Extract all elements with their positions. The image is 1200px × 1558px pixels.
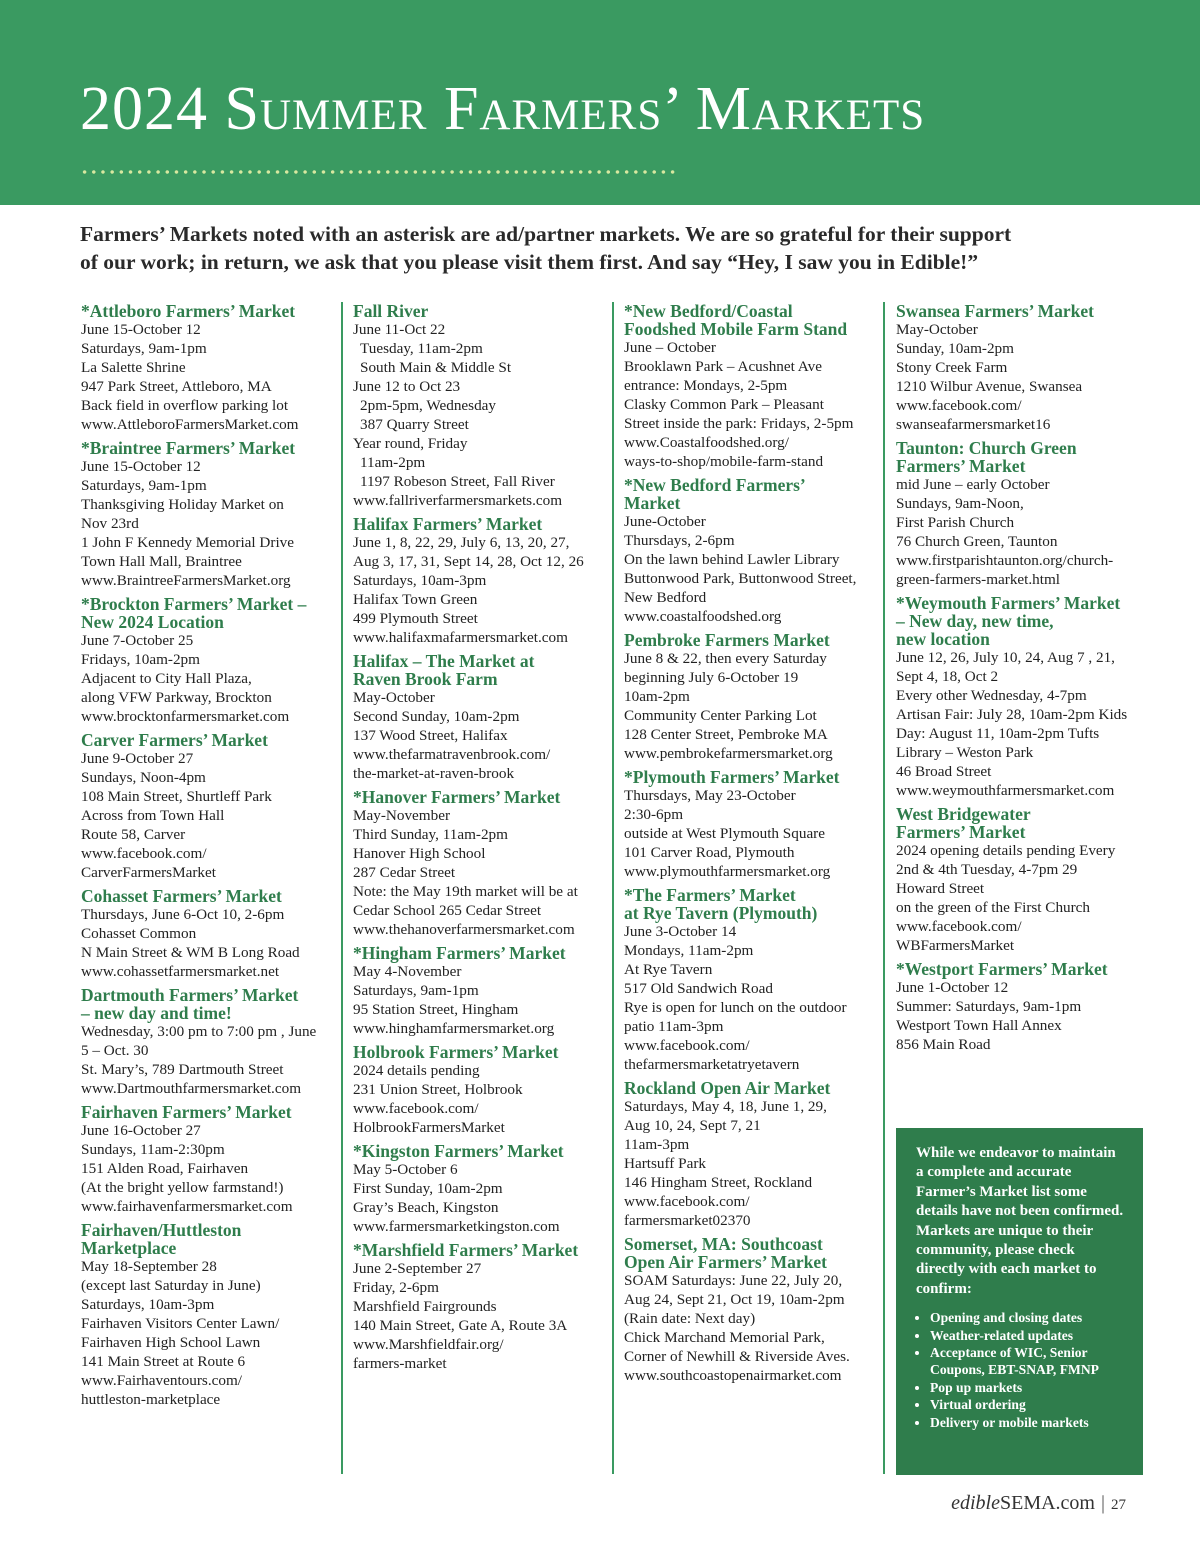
market-name (81, 595, 343, 631)
disclaimer-item: • Weather-related updates (930, 1327, 1125, 1344)
market-name-line: Rockland Open Air Market (624, 1078, 831, 1098)
market-detail: Adjacent to City Hall Plaza, (81, 670, 252, 687)
market-detail: Friday, 2-6pm (353, 1279, 439, 1296)
market-detail: www.Fairhaventours.com/ (81, 1372, 242, 1389)
market-detail: www.thefarmatravenbrook.com/ (353, 746, 551, 763)
market-name (624, 631, 880, 649)
market-entry (624, 631, 880, 763)
market-detail: Fridays, 10am-2pm (81, 651, 200, 668)
market-detail: HolbrookFarmersMarket (353, 1119, 505, 1136)
market-detail: June 1, 8, 22, 29, July 6, 13, 20, 27, (353, 534, 570, 551)
market-entry (353, 1142, 609, 1236)
market-detail: June 8 & 22, then every Saturday (624, 650, 827, 667)
market-name-line: Taunton: Church Green (896, 438, 1077, 458)
market-detail: 287 Cedar Street (353, 864, 456, 881)
market-name-line: Dartmouth Farmers’ Market (81, 985, 299, 1005)
market-entry (353, 1043, 609, 1137)
market-name (81, 302, 343, 320)
market-detail: Third Sunday, 11am-2pm (353, 826, 508, 843)
market-detail: thefarmersmarketatryetavern (624, 1056, 800, 1073)
market-name-line: *Attleboro Farmers’ Market (81, 301, 296, 321)
market-entry (81, 439, 343, 590)
market-name (896, 960, 1146, 978)
market-detail: 2nd & 4th Tuesday, 4-7pm 29 (896, 861, 1078, 878)
market-detail: June 3-October 14 (624, 923, 737, 940)
market-detail: Gray’s Beach, Kingston (353, 1199, 499, 1216)
market-detail: www.cohassetfarmersmarket.net (81, 963, 280, 980)
market-entry (81, 1103, 343, 1216)
market-name (353, 1241, 609, 1259)
market-name-line: *Brockton Farmers’ Market – (81, 594, 307, 614)
market-name-line: Farmers’ Market (896, 456, 1026, 476)
market-name-line: Carver Farmers’ Market (81, 730, 268, 750)
market-name (81, 887, 343, 905)
market-entry (353, 944, 609, 1038)
market-name-line: *The Farmers’ Market (624, 885, 796, 905)
market-name (353, 302, 609, 320)
market-name-line: *Westport Farmers’ Market (896, 959, 1108, 979)
market-name-line: Holbrook Farmers’ Market (353, 1042, 559, 1062)
market-detail: 947 Park Street, Attleboro, MA (81, 378, 272, 395)
market-detail: Sundays, Noon-4pm (81, 769, 206, 786)
intro-line: of our work; in return, we ask that you please visit them first. And say “Hey, I saw you in Edible!” (80, 250, 979, 274)
market-detail: along VFW Parkway, Brockton (81, 689, 272, 706)
market-detail: 141 Main Street at Route 6 (81, 1353, 246, 1370)
column-divider (883, 302, 885, 1474)
market-name-line: – New day, new time, (896, 611, 1054, 631)
market-detail: June 15-October 12 (81, 321, 201, 338)
market-name (81, 1221, 343, 1257)
market-detail: Westport Town Hall Annex (896, 1017, 1062, 1034)
market-detail: SOAM Saturdays: June 22, July 20, (624, 1272, 843, 1289)
market-name (353, 652, 609, 688)
market-name (81, 439, 343, 457)
market-detail: www.Marshfieldfair.org/ (353, 1336, 504, 1353)
page-footer (951, 1492, 1126, 1515)
market-detail: First Sunday, 10am-2pm (353, 1180, 503, 1197)
market-name (353, 944, 609, 962)
market-detail: Sundays, 9am-Noon, (896, 495, 1024, 512)
market-detail: Clasky Common Park – Pleasant (624, 396, 824, 413)
market-name-line: new location (896, 629, 990, 649)
market-detail: May-October (896, 321, 978, 338)
market-detail: Street inside the park: Fridays, 2-5pm (624, 415, 854, 432)
market-detail: www.firstparishtaunton.org/church- (896, 552, 1114, 569)
market-detail: mid June – early October (896, 476, 1050, 493)
market-detail: www.pembrokefarmersmarket.org (624, 745, 833, 762)
market-detail: Route 58, Carver (81, 826, 186, 843)
market-name-line: *Kingston Farmers’ Market (353, 1141, 564, 1161)
market-detail: On the lawn behind Lawler Library (624, 551, 840, 568)
market-entry (896, 960, 1146, 1054)
market-name-line: Halifax – The Market at (353, 651, 535, 671)
market-name (624, 886, 880, 922)
market-detail: Thanksgiving Holiday Market on (81, 496, 284, 513)
market-detail: Buttonwood Park, Buttonwood Street, (624, 570, 857, 587)
market-detail: Thursdays, 2-6pm (624, 532, 735, 549)
market-name (624, 1235, 880, 1271)
market-detail: Brooklawn Park – Acushnet Ave (624, 358, 822, 375)
market-detail: patio 11am-3pm (624, 1018, 724, 1035)
market-detail: Cedar School 265 Cedar Street (353, 902, 542, 919)
market-detail: 1 John F Kennedy Memorial Drive (81, 534, 295, 551)
market-detail: Across from Town Hall (81, 807, 225, 824)
market-name-line: New 2024 Location (81, 612, 224, 632)
market-detail: Rye is open for lunch on the outdoor (624, 999, 847, 1016)
market-detail: www.weymouthfarmersmarket.com (896, 782, 1115, 799)
market-entry (624, 886, 880, 1074)
market-name-line: Market (624, 493, 681, 513)
market-name (81, 1103, 343, 1121)
market-detail: Aug 10, 24, Sept 7, 21 (624, 1117, 761, 1134)
market-name-line: *Hanover Farmers’ Market (353, 787, 561, 807)
market-detail: 231 Union Street, Holbrook (353, 1081, 523, 1098)
market-name (896, 439, 1146, 475)
market-detail: Chick Marchand Memorial Park, (624, 1329, 825, 1346)
market-detail: Sunday, 10am-2pm (896, 340, 1014, 357)
market-detail: www.fairhavenfarmersmarket.com (81, 1198, 293, 1215)
market-detail: WBFarmersMarket (896, 937, 1015, 954)
market-detail: N Main Street & WM B Long Road (81, 944, 300, 961)
market-detail: 856 Main Road (896, 1036, 991, 1053)
market-detail: 46 Broad Street (896, 763, 992, 780)
disclaimer-item: • Acceptance of WIC, Senior Coupons, EBT-SNAP, FMNP (930, 1344, 1125, 1379)
market-detail: Howard Street (896, 880, 985, 897)
market-detail: ways-to-shop/mobile-farm-stand (624, 453, 824, 470)
market-detail: farmers-market (353, 1355, 447, 1372)
market-entry (353, 515, 609, 647)
market-detail: Tuesday, 11am-2pm (360, 340, 483, 357)
market-name-line: *Hingham Farmers’ Market (353, 943, 566, 963)
market-detail: 95 Station Street, Hingham (353, 1001, 519, 1018)
market-name-line: *Braintree Farmers’ Market (81, 438, 296, 458)
market-name-line: Swansea Farmers’ Market (896, 301, 1094, 321)
market-name (353, 515, 609, 533)
market-detail: June 15-October 12 (81, 458, 201, 475)
title-banner (0, 0, 1200, 205)
market-detail: 11am-3pm (624, 1136, 690, 1153)
market-detail: May 18-September 28 (81, 1258, 217, 1275)
market-detail: May-October (353, 689, 435, 706)
market-entry (81, 595, 343, 726)
market-entry (81, 731, 343, 882)
disclaimer-text: While we endeavor to maintain a complete and accurate Farmer’s Market list some details have not been confirmed. Markets are unique to their community, please check directly with each market to confirm: (916, 1145, 1124, 1297)
market-name (624, 768, 880, 786)
market-detail: 151 Alden Road, Fairhaven (81, 1160, 249, 1177)
market-detail: 517 Old Sandwich Road (624, 980, 773, 997)
dotted-divider (80, 170, 676, 174)
market-detail: Fairhaven Visitors Center Lawn/ (81, 1315, 280, 1332)
market-entry (81, 302, 343, 434)
market-detail: Sept 4, 18, Oct 2 (896, 668, 999, 685)
market-entry (896, 805, 1146, 955)
footer-brand: SEMA.com (999, 1492, 1095, 1514)
market-detail: Summer: Saturdays, 9am-1pm (896, 998, 1082, 1015)
market-entry (624, 768, 880, 881)
market-name-line: Farmers’ Market (896, 822, 1026, 842)
market-entry (624, 476, 880, 626)
market-entry (353, 1241, 609, 1373)
market-detail: www.facebook.com/ (353, 1100, 479, 1117)
disclaimer-item: • Opening and closing dates (930, 1309, 1125, 1326)
market-detail: Artisan Fair: July 28, 10am-2pm Kids (896, 706, 1128, 723)
market-detail: Cohasset Common (81, 925, 197, 942)
disclaimer-item: • Delivery or mobile markets (930, 1414, 1125, 1431)
market-name-line: Halifax Farmers’ Market (353, 514, 543, 534)
market-detail: St. Mary’s, 789 Dartmouth Street (81, 1061, 284, 1078)
market-name-line: Somerset, MA: Southcoast (624, 1234, 823, 1254)
market-name (353, 1043, 609, 1061)
market-detail: June 11-Oct 22 (353, 321, 446, 338)
market-detail: 10am-2pm (624, 688, 690, 705)
market-detail: the-market-at-raven-brook (353, 765, 515, 782)
market-detail: 76 Church Green, Taunton (896, 533, 1058, 550)
market-detail: 146 Hingham Street, Rockland (624, 1174, 813, 1191)
market-detail: 1197 Robeson Street, Fall River (360, 473, 555, 490)
market-detail: Day: August 11, 10am-2pm Tufts (896, 725, 1100, 742)
market-detail: www.facebook.com/ (896, 918, 1022, 935)
market-name (896, 594, 1146, 648)
market-detail: 11am-2pm (360, 454, 426, 471)
market-name-line: *New Bedford Farmers’ (624, 475, 806, 495)
market-detail: June 12, 26, July 10, 24, Aug 7 , 21, (896, 649, 1115, 666)
market-detail: Second Sunday, 10am-2pm (353, 708, 520, 725)
market-detail: www.brocktonfarmersmarket.com (81, 708, 290, 725)
market-detail: Saturdays, 9am-1pm (353, 982, 479, 999)
market-detail: June – October (624, 339, 716, 356)
market-entry (353, 302, 609, 510)
market-detail: South Main & Middle St (360, 359, 512, 376)
market-detail: Saturdays, 10am-3pm (353, 572, 487, 589)
market-entry (624, 302, 880, 471)
market-detail: www.farmersmarketkingston.com (353, 1218, 560, 1235)
market-detail: 137 Wood Street, Halifax (353, 727, 508, 744)
market-entry (896, 594, 1146, 800)
market-name (624, 476, 880, 512)
market-detail: (Rain date: Next day) (624, 1310, 756, 1327)
disclaimer-item: • Pop up markets (930, 1379, 1125, 1396)
footer-separator: | (1100, 1492, 1105, 1514)
market-name-line: Pembroke Farmers Market (624, 630, 830, 650)
market-detail: Every other Wednesday, 4-7pm (896, 687, 1087, 704)
market-entry (81, 1221, 343, 1409)
market-detail: Aug 24, Sept 21, Oct 19, 10am-2pm (624, 1291, 845, 1308)
market-detail: Saturdays, May 4, 18, June 1, 29, (624, 1098, 827, 1115)
market-name (896, 805, 1146, 841)
market-detail: Saturdays, 9am-1pm (81, 477, 207, 494)
market-name-line: *Marshfield Farmers’ Market (353, 1240, 579, 1260)
market-name-line: Open Air Farmers’ Market (624, 1252, 827, 1272)
market-detail: Note: the May 19th market will be at (353, 883, 578, 900)
market-detail: www.plymouthfarmersmarket.org (624, 863, 831, 880)
market-entry (624, 1079, 880, 1230)
market-detail: 2024 details pending (353, 1062, 480, 1079)
market-detail: May 4-November (353, 963, 462, 980)
market-name-line: Marketplace (81, 1238, 177, 1258)
market-detail: Corner of Newhill & Riverside Aves. (624, 1348, 850, 1365)
market-detail: outside at West Plymouth Square (624, 825, 825, 842)
market-detail: (except last Saturday in June) (81, 1277, 261, 1294)
market-detail: 108 Main Street, Shurtleff Park (81, 788, 272, 805)
market-detail: New Bedford (624, 589, 707, 606)
market-entry (81, 986, 343, 1098)
market-detail: www.facebook.com/ (624, 1037, 750, 1054)
market-detail: Mondays, 11am-2pm (624, 942, 754, 959)
market-name (353, 1142, 609, 1160)
disclaimer-list (916, 1309, 1125, 1431)
market-detail: 1210 Wilbur Avenue, Swansea (896, 378, 1083, 395)
market-detail: Saturdays, 10am-3pm (81, 1296, 215, 1313)
intro-text (80, 220, 1140, 276)
market-detail: Community Center Parking Lot (624, 707, 817, 724)
market-detail: June 16-October 27 (81, 1122, 201, 1139)
market-name (81, 731, 343, 749)
market-detail: www.facebook.com/ (896, 397, 1022, 414)
market-detail: www.thehanoverfarmersmarket.com (353, 921, 575, 938)
disclaimer-item: • Virtual ordering (930, 1396, 1125, 1413)
market-detail: www.Coastalfoodshed.org/ (624, 434, 789, 451)
market-name (353, 788, 609, 806)
market-column-2 (353, 302, 609, 1378)
market-column-1 (81, 302, 343, 1414)
market-detail: 2pm-5pm, Wednesday (360, 397, 497, 414)
market-name (624, 302, 880, 338)
market-detail: green-farmers-market.html (896, 571, 1061, 588)
market-detail: La Salette Shrine (81, 359, 186, 376)
market-detail: Nov 23rd (81, 515, 139, 532)
market-name-line: Foodshed Mobile Farm Stand (624, 319, 848, 339)
intro-line: Farmers’ Markets noted with an asterisk are ad/partner markets. We are so grateful for their support (80, 222, 1012, 246)
market-name-line: Fairhaven Farmers’ Market (81, 1102, 292, 1122)
market-detail: Sundays, 11am-2:30pm (81, 1141, 225, 1158)
market-detail: May-November (353, 807, 450, 824)
market-detail: www.coastalfoodshed.org (624, 608, 782, 625)
market-detail: June-October (624, 513, 706, 530)
market-detail: 5 – Oct. 30 (81, 1042, 149, 1059)
market-name-line: *Weymouth Farmers’ Market (896, 593, 1121, 613)
market-detail: 128 Center Street, Pembroke MA (624, 726, 828, 743)
market-name (896, 302, 1146, 320)
market-detail: entrance: Mondays, 2-5pm (624, 377, 788, 394)
market-detail: www.fallriverfarmersmarkets.com (353, 492, 563, 509)
market-name-line: West Bridgewater (896, 804, 1031, 824)
disclaimer-box (896, 1128, 1143, 1475)
market-name (624, 1079, 880, 1097)
market-column-4 (896, 302, 1146, 1059)
market-name-line: at Rye Tavern (Plymouth) (624, 903, 818, 923)
market-detail: June 9-October 27 (81, 750, 194, 767)
market-entry (896, 302, 1146, 434)
market-detail: 101 Carver Road, Plymouth (624, 844, 795, 861)
market-detail: First Parish Church (896, 514, 1015, 531)
market-detail: 140 Main Street, Gate A, Route 3A (353, 1317, 568, 1334)
market-detail: June 7-October 25 (81, 632, 194, 649)
market-detail: www.halifaxmafarmersmarket.com (353, 629, 568, 646)
market-detail: Back field in overflow parking lot (81, 397, 289, 414)
market-detail: Halifax Town Green (353, 591, 478, 608)
market-detail: Year round, Friday (353, 435, 468, 452)
market-detail: June 2-September 27 (353, 1260, 482, 1277)
market-detail: June 12 to Oct 23 (353, 378, 461, 395)
market-detail: Thursdays, May 23-October (624, 787, 796, 804)
market-detail: 387 Quarry Street (360, 416, 469, 433)
market-detail: 2:30-6pm (624, 806, 684, 823)
page-number: 27 (1111, 1497, 1126, 1513)
market-detail: 2024 opening details pending Every (896, 842, 1116, 859)
market-detail: Town Hall Mall, Braintree (81, 553, 242, 570)
market-detail: farmersmarket02370 (624, 1212, 751, 1229)
market-detail: Hartsuff Park (624, 1155, 706, 1172)
market-detail: www.hinghamfarmersmarket.org (353, 1020, 555, 1037)
market-name-line: – new day and time! (81, 1003, 232, 1023)
market-entry (353, 788, 609, 939)
market-name-line: *New Bedford/Coastal (624, 301, 793, 321)
market-detail: www.AttleboroFarmersMarket.com (81, 416, 299, 433)
market-detail: Hanover High School (353, 845, 486, 862)
market-detail: June 1-October 12 (896, 979, 1009, 996)
market-detail: 499 Plymouth Street (353, 610, 478, 627)
market-detail: www.BraintreeFarmersMarket.org (81, 572, 291, 589)
market-name (81, 986, 343, 1022)
market-detail: Marshfield Fairgrounds (353, 1298, 497, 1315)
market-name-line: *Plymouth Farmers’ Market (624, 767, 840, 787)
market-detail: Library – Weston Park (896, 744, 1034, 761)
market-detail: www.southcoastopenairmarket.com (624, 1367, 842, 1384)
market-entry (896, 439, 1146, 589)
market-entry (81, 887, 343, 981)
market-detail: Thursdays, June 6-Oct 10, 2-6pm (81, 906, 285, 923)
market-detail: May 5-October 6 (353, 1161, 458, 1178)
market-detail: Wednesday, 3:00 pm to 7:00 pm , June (81, 1023, 317, 1040)
market-detail: huttleston-marketplace (81, 1391, 221, 1408)
market-detail: beginning July 6-October 19 (624, 669, 799, 686)
column-divider (341, 302, 343, 1474)
market-detail: Saturdays, 9am-1pm (81, 340, 207, 357)
market-detail: Stony Creek Farm (896, 359, 1008, 376)
market-name-line: Fairhaven/Huttleston (81, 1220, 242, 1240)
market-detail: Fairhaven High School Lawn (81, 1334, 261, 1351)
footer-brand-italic: edible (951, 1492, 1000, 1514)
page-title: 2024 Summer Farmers’ Markets (80, 75, 926, 143)
market-column-3 (624, 302, 880, 1390)
market-detail: www.facebook.com/ (624, 1193, 750, 1210)
market-detail: (At the bright yellow farmstand!) (81, 1179, 284, 1196)
market-detail: www.facebook.com/ (81, 845, 207, 862)
market-entry (353, 652, 609, 783)
market-detail: CarverFarmersMarket (81, 864, 216, 881)
column-divider (612, 302, 614, 1474)
market-detail: www.Dartmouthfarmersmarket.com (81, 1080, 302, 1097)
market-detail: swanseafarmersmarket16 (896, 416, 1051, 433)
market-name-line: Fall River (353, 301, 429, 321)
market-detail: on the green of the First Church (896, 899, 1091, 916)
market-detail: Aug 3, 17, 31, Sept 14, 28, Oct 12, 26 (353, 553, 584, 570)
market-detail: At Rye Tavern (624, 961, 713, 978)
market-name-line: Cohasset Farmers’ Market (81, 886, 282, 906)
market-entry (624, 1235, 880, 1385)
market-name-line: Raven Brook Farm (353, 669, 498, 689)
